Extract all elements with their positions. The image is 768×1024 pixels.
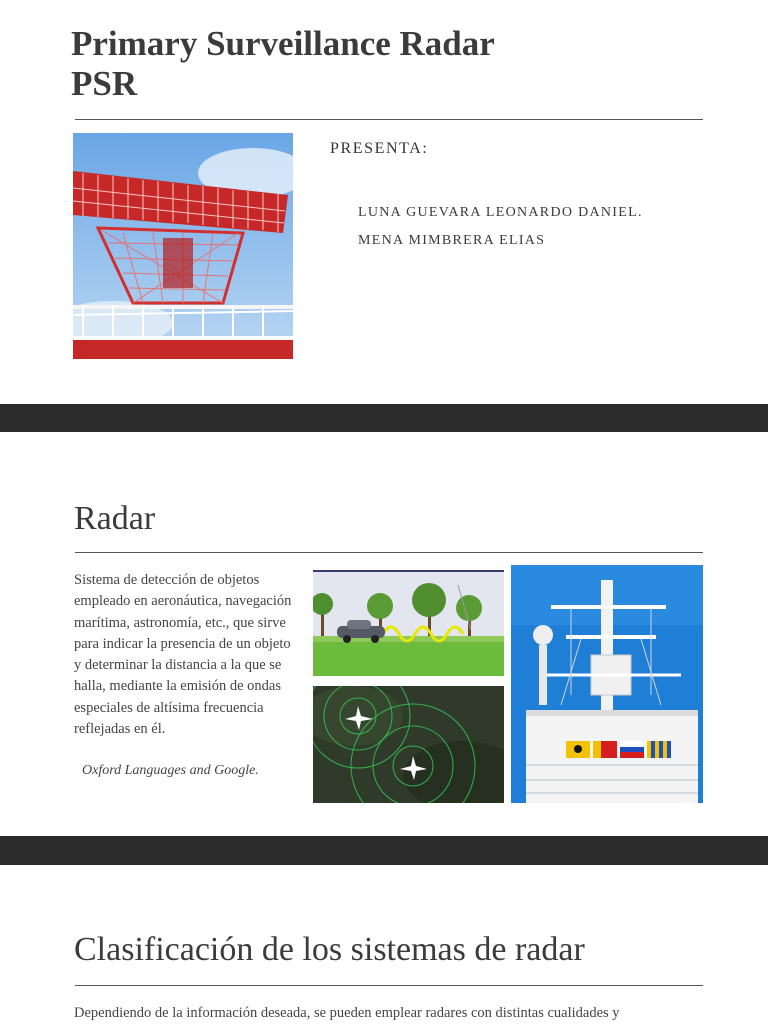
slide-separator-band-2 — [0, 836, 768, 865]
section-title: Radar — [74, 500, 156, 537]
citation: Oxford Languages and Google. — [82, 763, 259, 778]
classification-title: Clasificación de los sistemas de radar — [74, 931, 585, 968]
section-divider — [75, 552, 703, 553]
title-line-1: Primary Surveillance Radar — [71, 24, 495, 63]
title-line-2: PSR — [71, 64, 138, 103]
slide-classification — [0, 865, 768, 1024]
title-divider — [75, 119, 703, 120]
car-radar-photo — [313, 570, 504, 676]
presenta-label: PRESENTA: — [330, 140, 429, 157]
slide-title — [0, 0, 768, 404]
classification-paragraph: Dependiendo de la información deseada, se pueden emplear radares con distintas cualidades y — [74, 1005, 620, 1021]
author-1: LUNA GUEVARA LEONARDO DANIEL. — [358, 205, 643, 220]
radar-antenna-photo — [73, 133, 293, 359]
author-2: MENA MIMBRERA ELIAS — [358, 233, 546, 248]
ship-mast-photo — [511, 565, 703, 803]
page-title — [71, 24, 711, 104]
classification-divider — [75, 985, 703, 986]
aircraft-radar-photo — [313, 686, 504, 803]
slide-radar — [0, 432, 768, 836]
radar-definition: Sistema de detección de objetos empleado en aeronáutica, navegación marítima, astronomía, etc., que sirve para indicar la presencia de un objeto y determinar la distancia a la que se halla, mediante la emisión de ondas especiales de altísima frecuencia reflejadas en él. — [74, 572, 292, 738]
slide-separator-band — [0, 404, 768, 432]
